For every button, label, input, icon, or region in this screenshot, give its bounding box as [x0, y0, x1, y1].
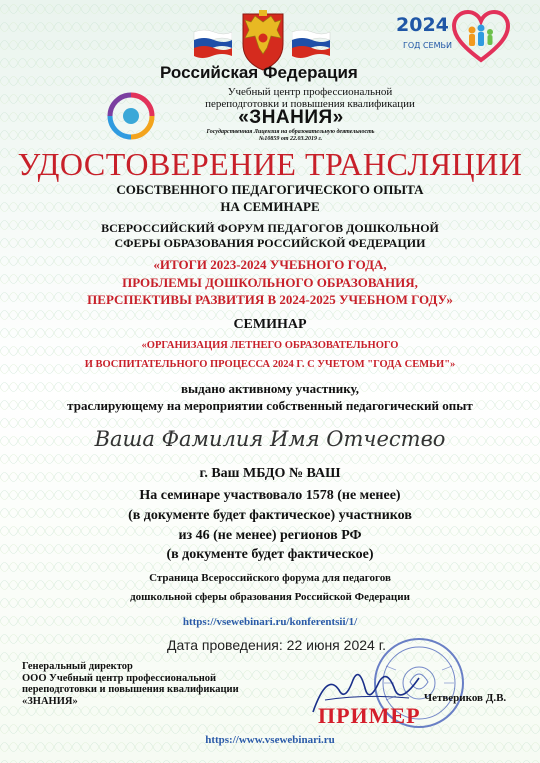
site-link[interactable]: https://www.vsewebinari.ru: [205, 734, 335, 746]
org-description: Учебный центр профессиональной переподготовки и повышения квалификации: [205, 86, 415, 110]
russian-flag-icon: [292, 28, 332, 58]
znaniya-logo-icon: [106, 91, 156, 141]
director-block: Генеральный директор ООО Учебный центр профессиональной переподготовки и повышения квалификации «ЗНАНИЯ»: [22, 661, 239, 707]
org-name: «ЗНАНИЯ»: [238, 107, 344, 128]
theme-line-2: ПРОБЛЕМЫ ДОШКОЛЬНОГО ОБРАЗОВАНИЯ,: [122, 275, 418, 290]
recipient-name: Ваша Фамилия Имя Отчество: [94, 427, 446, 451]
stats-line-3: из 46 (не менее) регионов РФ: [178, 528, 362, 543]
year-logo-caption: ГОД СЕМЬИ: [403, 41, 452, 50]
forum-page-line-2: дошкольной сферы образования Российской Федерации: [130, 591, 410, 603]
issued-line-2: траслирующему на мероприятии собственный педагогический опыт: [67, 398, 473, 413]
event-date: Дата проведения: 22 июня 2024 г.: [167, 637, 386, 653]
seminar-title-line-1: «ОРГАНИЗАЦИЯ ЛЕТНЕГО ОБРАЗОВАТЕЛЬНОГО: [141, 340, 399, 351]
subtitle-line-1: СОБСТВЕННОГО ПЕДАГОГИЧЕСКОГО ОПЫТА: [116, 182, 424, 197]
forum-line-1: ВСЕРОССИЙСКИЙ ФОРУМ ПЕДАГОГОВ ДОШКОЛЬНОЙ: [101, 221, 439, 235]
stats-line-2: (в документе будет фактическое) участников: [128, 508, 412, 523]
theme-line-1: «ИТОГИ 2023-2024 УЧЕБНОГО ГОДА,: [153, 257, 387, 272]
issued-line-1: выдано активному участнику,: [181, 381, 359, 396]
forum-page-line-1: Страница Всероссийского форума для педагогов: [149, 572, 391, 584]
certificate-title: УДОСТОВЕРЕНИЕ ТРАНСЛЯЦИИ: [17, 146, 523, 182]
country-name: Российская Федерация: [160, 63, 358, 82]
stats-line-1: На семинаре участвовало 1578 (не менее): [139, 488, 401, 503]
theme-line-3: ПЕРСПЕКТИВЫ РАЗВИТИЯ В 2024-2025 УЧЕБНОМ ГОДУ»: [87, 292, 453, 307]
seminar-label: СЕМИНАР: [233, 317, 307, 332]
forum-page-link[interactable]: https://vsewebinari.ru/konferentsii/1/: [182, 616, 358, 628]
director-name: Четвериков Д.В.: [424, 692, 507, 704]
example-watermark: ПРИМЕР: [318, 703, 421, 728]
recipient-place: г. Ваш МБДО № ВАШ: [199, 466, 341, 481]
seminar-title-line-2: И ВОСПИТАТЕЛЬНОГО ПРОЦЕССА 2024 Г. С УЧЕТОМ "ГОДА СЕМЬИ"»: [84, 359, 456, 370]
license-info: Государственная Лицензия на образовательную деятельность №10859 от 22.03.2019 г.: [206, 129, 375, 142]
subtitle-line-2: НА СЕМИНАРЕ: [220, 199, 320, 214]
stats-line-4: (в документе будет фактическое): [166, 547, 374, 562]
year-logo-number: 2024: [396, 14, 449, 36]
russian-flag-icon: [192, 28, 232, 58]
forum-line-2: СФЕРЫ ОБРАЗОВАНИЯ РОССИЙСКОЙ ФЕДЕРАЦИИ: [114, 236, 426, 250]
family-heart-icon: [452, 10, 510, 64]
